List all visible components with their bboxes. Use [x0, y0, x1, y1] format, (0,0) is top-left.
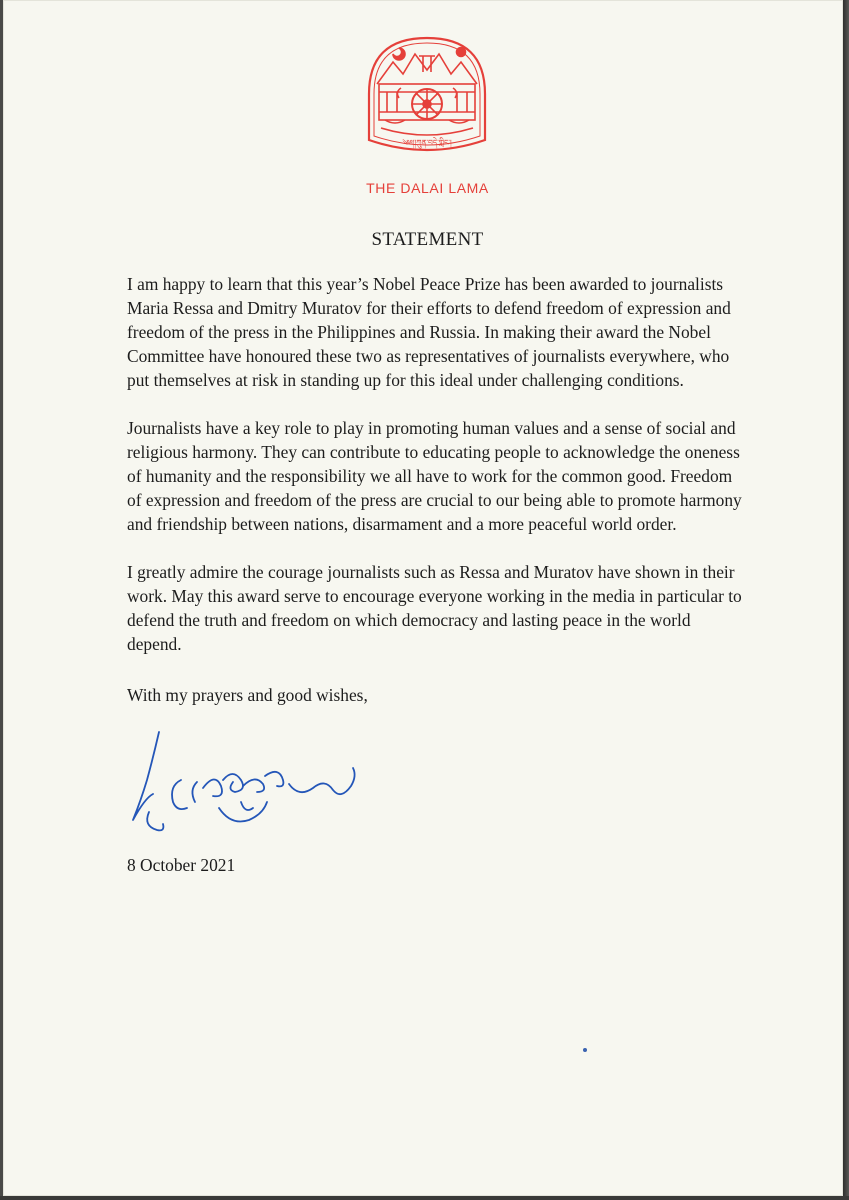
paragraph-2: Journalists have a key role to play in promoting human values and a sense of social and religious harmony. They can contribute to educating people to acknowledge the oneness of humanity and the responsibility we all have to work for the common good. Freedom of expression and freedom of the press are crucial to our being able to promote harmony and friendship between nations, disarmament and a more peaceful world order.	[127, 418, 742, 534]
scan-border-bottom	[0, 1196, 849, 1200]
statement-date: 8 October 2021	[127, 855, 236, 875]
paragraph-3: I greatly admire the courage journalists such as Ressa and Muratov have shown in their work. May this award serve to encourage everyone working in the media in particular to defend the truth and freedom on which democracy and lasting peace in the world depend.	[127, 562, 742, 654]
document-page	[3, 0, 843, 1196]
scan-border-right	[843, 0, 849, 1200]
closing-line: With my prayers and good wishes,	[127, 685, 368, 705]
handwritten-signature-icon	[123, 728, 363, 838]
statement-body	[127, 272, 747, 680]
dalai-lama-seal-icon	[363, 32, 491, 156]
paragraph-1: I am happy to learn that this year’s Nobel Peace Prize has been awarded to journalists Maria Ressa and Dmitry Muratov for their efforts to defend freedom of expression and freedom of the press in the Philippines and Russia. In making their award the Nobel Committee have honoured these two as representatives of journalists everywhere, who put themselves at risk in standing up for this ideal under challenging conditions.	[127, 274, 731, 390]
seal-inscription: ༄༅།།ཀུན་བདེ་གླིང་།	[402, 138, 452, 147]
ink-speck	[583, 1048, 587, 1052]
letterhead-title: THE DALAI LAMA	[366, 180, 489, 196]
document-heading: STATEMENT	[371, 229, 484, 250]
